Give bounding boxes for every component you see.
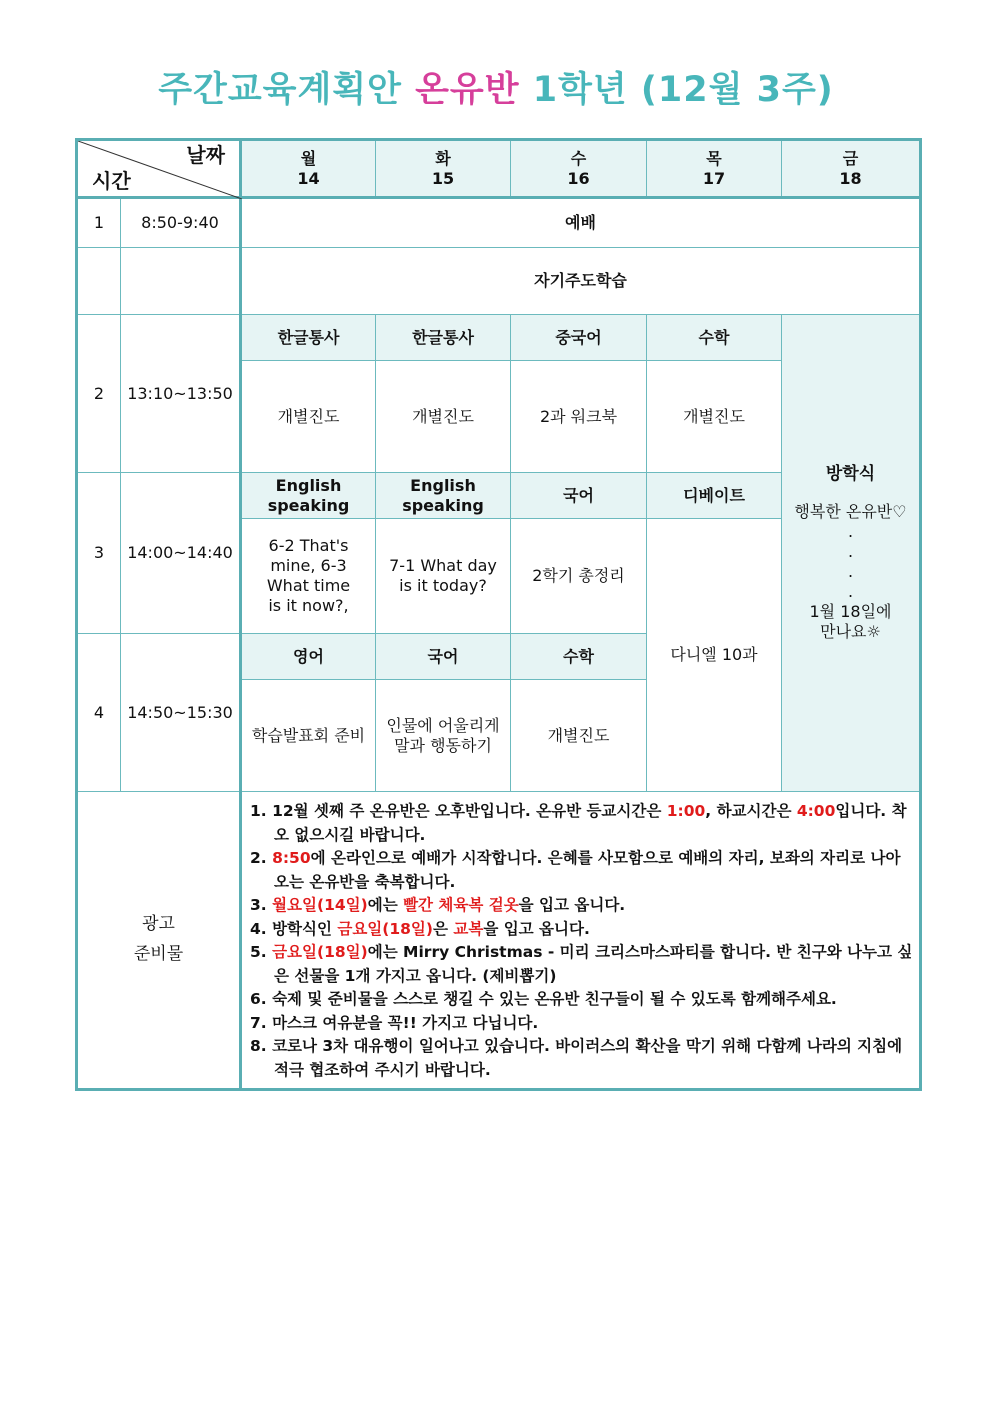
day-date: 16 xyxy=(567,168,590,188)
period-number-empty xyxy=(77,248,121,315)
subject-cell: 수학 xyxy=(647,315,782,361)
subject-cell: 한글통사 xyxy=(241,315,376,361)
content-cell: 학습발표회 준비 xyxy=(241,680,376,792)
notice-item-1: 1. 12월 셋째 주 온유반은 오후반입니다. 온유반 등교시간은 1:00, 하교시간은 4:00입니다. 착오 없으시길 바랍니다. xyxy=(250,802,907,844)
subject-cell: 국어 xyxy=(511,473,647,519)
day-date: 15 xyxy=(431,168,455,188)
subject-cell: English speaking xyxy=(241,473,376,519)
dot: . xyxy=(847,561,854,581)
header-day-fri xyxy=(782,140,921,198)
day-name: 화 xyxy=(435,148,451,168)
notes-label-cell xyxy=(77,792,241,1090)
day-name: 목 xyxy=(706,148,722,168)
period-time: 8:50-9:40 xyxy=(121,198,241,248)
corner-label-time: 시간 xyxy=(92,169,131,193)
header-day-wed xyxy=(511,140,647,198)
content-cell: 6-2 That's mine, 6-3 What time is it now?, xyxy=(241,519,376,634)
period-time: 13:10~13:50 xyxy=(121,315,241,473)
dot: . xyxy=(847,581,854,601)
period-number: 2 xyxy=(77,315,121,473)
notes-content-cell xyxy=(241,792,921,1090)
content-cell: 인물에 어울리게 말과 행동하기 xyxy=(376,680,511,792)
day-name: 금 xyxy=(842,148,859,168)
page-title xyxy=(0,62,992,112)
title-class-name: 온유반 xyxy=(415,70,520,110)
content-cell: 개별진도 xyxy=(647,361,782,473)
header-corner-cell xyxy=(77,140,241,198)
subject-cell: 영어 xyxy=(241,634,376,680)
header-day-mon xyxy=(241,140,376,198)
content-cell: 2과 워크북 xyxy=(511,361,647,473)
notice-item-6: 6. 숙제 및 준비물을 스스로 챙길 수 있는 온유반 친구들이 될 수 있도록 함께해주세요. xyxy=(250,990,837,1008)
closing-message: 행복한 온유반♡ xyxy=(794,501,907,521)
dot: . xyxy=(847,521,854,541)
subject-cell: 국어 xyxy=(376,634,511,680)
dot: . xyxy=(847,541,854,561)
subject-cell: 한글통사 xyxy=(376,315,511,361)
thursday-merged-cell: 다니엘 10과 xyxy=(647,519,782,792)
day-name: 수 xyxy=(570,148,587,168)
self-study-cell: 자기주도학습 xyxy=(241,248,921,315)
day-date: 17 xyxy=(702,168,726,188)
notes-label-supplies: 준비물 xyxy=(133,944,184,964)
day-date: 14 xyxy=(297,168,320,188)
subject-cell: English speaking xyxy=(376,473,511,519)
period-number: 4 xyxy=(77,634,121,792)
period-time: 14:00~14:40 xyxy=(121,473,241,634)
closing-ceremony-title: 방학식 xyxy=(825,464,876,485)
friday-closing-ceremony-cell xyxy=(782,315,921,792)
content-cell: 개별진도 xyxy=(376,361,511,473)
see-you-message: 1월 18일에 만나요☼ xyxy=(809,601,892,641)
day-date: 18 xyxy=(839,168,862,188)
day-name: 월 xyxy=(300,148,317,168)
title-part-1: 주간교육계획안 xyxy=(158,70,416,110)
content-cell: 개별진도 xyxy=(511,680,647,792)
content-cell: 2학기 총정리 xyxy=(511,519,647,634)
subject-cell: 수학 xyxy=(511,634,647,680)
subject-cell: 디베이트 xyxy=(647,473,782,519)
title-part-3: 1학년 (12월 3주) xyxy=(519,70,834,110)
notice-item-3: 3. 월요일(14일)에는 빨간 체육복 겉옷을 입고 옵니다. xyxy=(250,896,626,914)
worship-cell: 예배 xyxy=(241,198,921,248)
content-cell: 7-1 What day is it today? xyxy=(376,519,511,634)
period-time-empty xyxy=(121,248,241,315)
notes-label-ad: 광고 xyxy=(142,914,175,935)
notice-item-2: 2. 8:50에 온라인으로 예배가 시작합니다. 은혜를 사모함으로 예배의 자리, 보좌의 자리로 나아오는 온유반을 축복합니다. xyxy=(250,849,901,891)
notice-item-7: 7. 마스크 여유분을 꼭!! 가지고 다닙니다. xyxy=(250,1013,539,1032)
header-day-thu xyxy=(647,140,782,198)
period-number: 3 xyxy=(77,473,121,634)
subject-cell: 중국어 xyxy=(511,315,647,361)
notice-item-4: 4. 방학식인 금요일(18일)은 교복을 입고 옵니다. xyxy=(250,919,590,938)
period-time: 14:50~15:30 xyxy=(121,634,241,792)
corner-label-date: 날짜 xyxy=(186,143,225,167)
period-number: 1 xyxy=(77,198,121,248)
notice-item-8: 8. 코로나 3차 대유행이 일어나고 있습니다. 바이러스의 확산을 막기 위해 다함께 나라의 지침에 적극 협조하여 주시기 바랍니다. xyxy=(250,1037,903,1079)
header-day-tue xyxy=(376,140,511,198)
notice-item-5: 5. 금요일(18일)에는 Mirry Christmas - 미리 크리스마스파티를 합니다. 반 친구와 나누고 싶은 선물을 1개 가지고 옵니다. (제비뽑기) xyxy=(250,943,913,985)
weekly-plan-table xyxy=(75,138,922,1091)
content-cell: 개별진도 xyxy=(241,361,376,473)
